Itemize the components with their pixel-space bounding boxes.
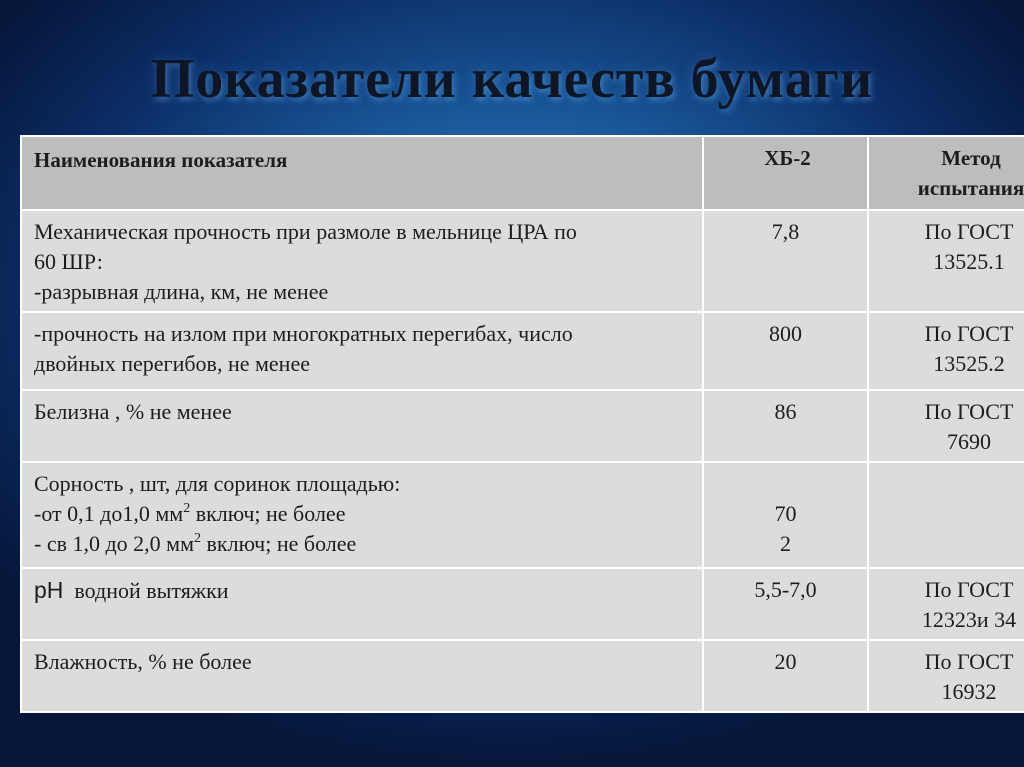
row-name-line: 60 ШР: bbox=[34, 249, 103, 274]
row-name-cell bbox=[21, 210, 703, 312]
slide-title: Показатели качеств бумаги bbox=[150, 48, 874, 110]
table-header-row bbox=[21, 136, 1024, 210]
row-method-line: По ГОСТ bbox=[924, 321, 1014, 346]
row-name-line: двойных перегибов, не менее bbox=[34, 351, 310, 376]
row-name-cell bbox=[21, 312, 703, 390]
row-name-cell bbox=[21, 568, 703, 640]
header-method-line2: испытания bbox=[917, 176, 1024, 200]
row-value-line: 2 bbox=[780, 531, 791, 556]
superscript: 2 bbox=[183, 501, 191, 516]
row-method-line: По ГОСТ bbox=[924, 219, 1014, 244]
row-name-line: -прочность на излом при многократных перегибах, число bbox=[34, 321, 573, 346]
row-value-cell: 86 bbox=[703, 390, 868, 462]
row-name-line: -разрывная длина, км, не менее bbox=[34, 279, 329, 304]
row-name-line: Сорность , шт, для соринок площадью: bbox=[34, 471, 401, 496]
row-method-line: По ГОСТ bbox=[924, 577, 1014, 602]
row-method-line: 16932 bbox=[941, 679, 997, 704]
table-row bbox=[21, 390, 1024, 462]
row-name-cell bbox=[21, 640, 703, 712]
row-value-line: 70 bbox=[774, 501, 797, 526]
row-name-line bbox=[34, 529, 694, 559]
row-value-cell bbox=[703, 462, 868, 568]
row-method-cell bbox=[868, 462, 1024, 568]
row-method-line: 13525.2 bbox=[933, 351, 1005, 376]
table-row bbox=[21, 312, 1024, 390]
table-row bbox=[21, 210, 1024, 312]
row-name-text: - св 1,0 до 2,0 мм bbox=[34, 531, 195, 556]
row-value-cell: 7,8 bbox=[703, 210, 868, 312]
row-value-cell: 5,5-7,0 bbox=[703, 568, 868, 640]
row-name-cell bbox=[21, 462, 703, 568]
header-method-line1: Метод bbox=[941, 146, 1001, 170]
quality-table bbox=[20, 135, 1024, 713]
table-row bbox=[21, 568, 1024, 640]
row-value-cell: 800 bbox=[703, 312, 868, 390]
row-method-cell bbox=[868, 210, 1024, 312]
row-name-line: Влажность, % не более bbox=[34, 649, 252, 674]
row-method-cell bbox=[868, 640, 1024, 712]
row-method-line: 12323и 34 bbox=[921, 607, 1017, 632]
value-spacer bbox=[710, 469, 861, 499]
row-method-cell bbox=[868, 568, 1024, 640]
ph-label: рН bbox=[34, 577, 64, 603]
row-method-cell bbox=[868, 312, 1024, 390]
table-row bbox=[21, 462, 1024, 568]
row-name-text: -от 0,1 до1,0 мм bbox=[34, 501, 184, 526]
header-value: ХБ-2 bbox=[703, 136, 868, 210]
row-value-cell: 20 bbox=[703, 640, 868, 712]
row-method-line: 7690 bbox=[947, 429, 991, 454]
row-name-line: Белизна , % не менее bbox=[34, 399, 232, 424]
row-name-text: включ; не более bbox=[201, 531, 357, 556]
row-name-line: Механическая прочность при размоле в мельнице ЦРА по bbox=[34, 219, 577, 244]
row-method-line: По ГОСТ bbox=[924, 399, 1014, 424]
header-name: Наименования показателя bbox=[21, 136, 703, 210]
table-row bbox=[21, 640, 1024, 712]
header-method bbox=[868, 136, 1024, 210]
row-name-cell bbox=[21, 390, 703, 462]
row-name-line bbox=[34, 499, 694, 529]
row-method-cell bbox=[868, 390, 1024, 462]
row-name-text: водной вытяжки bbox=[63, 578, 229, 603]
row-method-line: По ГОСТ bbox=[924, 649, 1014, 674]
superscript: 2 bbox=[194, 531, 202, 546]
row-method-line: 13525.1 bbox=[933, 249, 1005, 274]
row-name-text: включ; не более bbox=[190, 501, 346, 526]
